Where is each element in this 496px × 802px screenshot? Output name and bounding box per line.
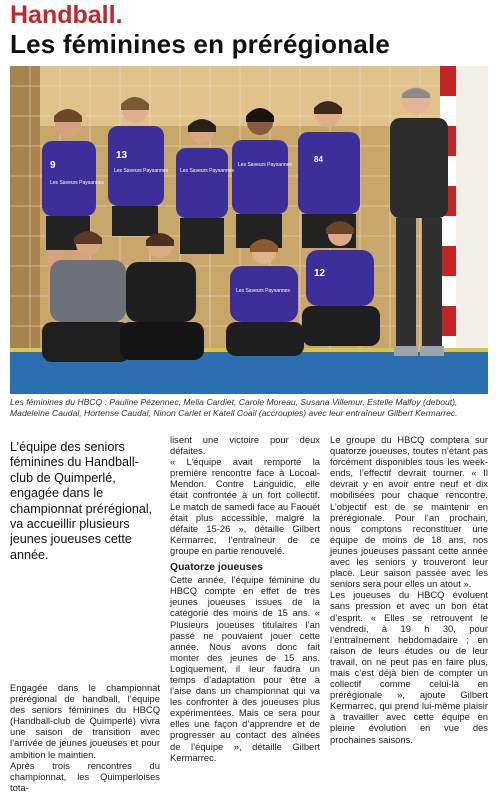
team-photo [10, 66, 488, 394]
paragraph: Cette année, l’équipe féminine du HBCQ compte en effet de très jeunes joueuses issues de la catégorie des moins de 15 ans. « Plusieurs joueuses titulaires l’an passé ne pouvaient jouer cette année. Nous avons donc fait monter des jeunes de 15 ans. Logiquement, il leur faudra un temps d’adaptation pour être à l’aise dans un championnat qui va les confronter à des joueuses plus expérimentées. Mais ce sera pour elles une façon d’apprendre et de progresser au contact des aînées de l’équipe », détaille Gilbert Kermarrec. [170, 574, 320, 763]
photo-caption: Les féminines du HBCQ : Pauline Pézennec, Melia Cardiet, Carole Moreau, Susana Villemur, Estelle Malfoy (debout), Madeleine Caudal, Hortense Caudal, Ninon Carlet et Katell Coail (accroupies) avec leur entraîneur Gilbert Kermarrec. [10, 397, 458, 418]
column-2 [170, 434, 320, 763]
paragraph: lisent une victoire pour deux défaites. [170, 434, 320, 457]
column-1 [10, 682, 160, 793]
paragraph: « L’équipe avait remporté la première rencontre face à Locoal-Mendon. Contre Languidic, elle était confrontée à un fort collectif. Le match de samedi face au Faouët était plus accessible, malgré la défaite 15-26 », détaille Gilbert Kermarrec, l’entraîneur de ce groupe en partie renouvelé. [170, 456, 320, 556]
paragraph: Le groupe du HBCQ comptera sur quatorze joueuses, toutes n’étant pas forcément disponibles tous les week-ends, l’effectif devrait tourner. « Il devrait y en avoir entre neuf et dix mobilisées pour chaque rencontre. L’objectif est de se maintenir en prérégionale. Pour l’an prochain, nous comptons reconstituer une équipe de moins de 18 ans, nos jeunes joueuses passant cette année avec les seniors y trouveront leur place. Leur saison passée avec les seniors sera pour elles un atout ». [330, 434, 488, 590]
paragraph: Les joueuses du HBCQ évoluent sans pression et avec un bon état d’esprit. « Elles se retrouvent le vendredi, à 19 h 30, pour l’entraînement hebdomadaire ; en raison de leurs études ou de leur travail, on ne peut pas en faire plus, mais c’est déjà bien de compter un collectif comme celui-là en prérégionale », ajoute Gilbert Kermarrec, qui prend lui-même plaisir à travailler avec cette équipe en pleine évolution en vue des prochaines saisons. [330, 589, 488, 745]
jersey-sponsor: Les Saveurs Paysannes [238, 162, 292, 168]
subheading: Quatorze joueuses [170, 562, 263, 574]
paragraph: Engagée dans le championnat prérégional de handball, l’équipe des seniors féminines du HBCQ (Handball-club de Quimperlé) vivra une saison de transition avec l’arrivée de jeunes joueuses et pour ambition le maintien. [10, 682, 160, 760]
paragraph: Après trois rencontres du championnat, les Quimperloises tota- [10, 759, 160, 793]
jersey-number: 13 [116, 150, 128, 161]
article-kicker: Handball. [10, 1, 123, 29]
article-lede: L’équipe des seniors féminines du Handball-club de Quimperlé, engagée dans le championnat prérégional, va accueillir plusieurs jeunes joueuses cette année. [10, 440, 153, 562]
jersey-sponsor: Les Saveurs Paysannes [114, 168, 168, 174]
jersey-number: 12 [314, 268, 326, 279]
column-3 [330, 434, 488, 745]
jersey-sponsor: Les Saveurs Paysannes [236, 288, 290, 294]
article-title: Les féminines en prérégionale [10, 29, 391, 59]
jersey-number: 9 [50, 160, 56, 171]
jersey-number: 84 [314, 155, 323, 164]
jersey-sponsor: Les Saveurs Paysannes [180, 168, 234, 174]
jersey-sponsor: Les Saveurs Paysannes [50, 180, 104, 186]
